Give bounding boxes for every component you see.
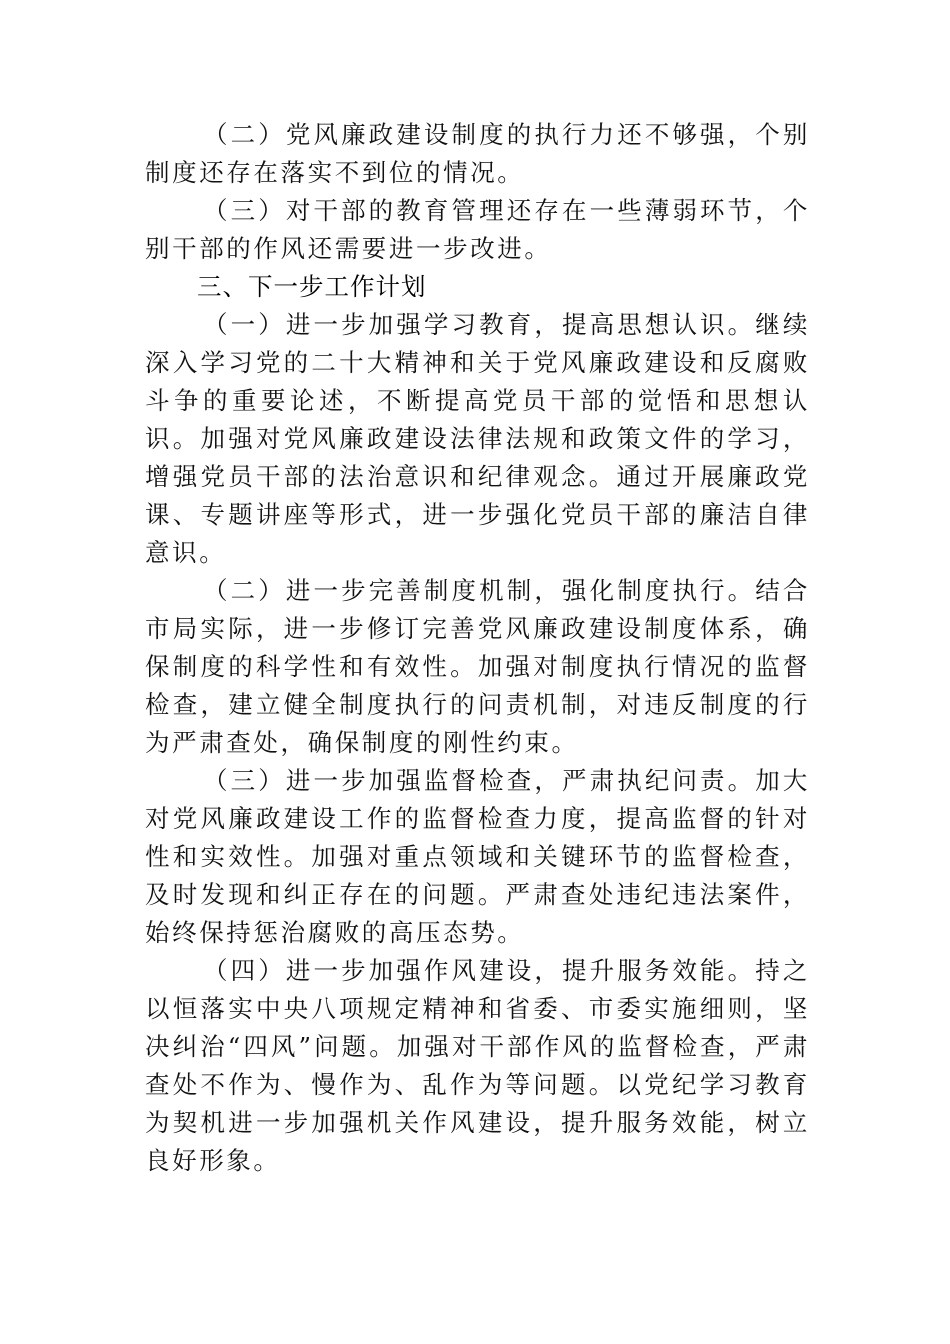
section-heading-next-steps: 三、下一步工作计划 (197, 272, 427, 301)
paragraph-plan-3: （三）进一步加强监督检查，严肃执纪问责。加大对党风廉政建设工作的监督检查力度，提高监督的针对性和实效性。加强对重点领域和关键环节的监督检查，及时发现和纠正存在的问题。严肃查处违纪违法案件，始终保持惩治腐败的高压态势。 (145, 766, 810, 947)
paragraph-issue-2: （二）党风廉政建设制度的执行力还不够强，个别制度还存在落实不到位的情况。 (145, 120, 810, 187)
paragraph-plan-4: （四）进一步加强作风建设，提升服务效能。持之以恒落实中央八项规定精神和省委、市委实施细则，坚决纠治“四风”问题。加强对干部作风的监督检查，严肃查处不作为、慢作为、乱作为等问题。以党纪学习教育为契机进一步加强机关作风建设，提升服务效能，树立良好形象。 (145, 956, 810, 1175)
document-body (145, 116, 810, 1180)
paragraph-plan-2: （二）进一步完善制度机制，强化制度执行。结合市局实际，进一步修订完善党风廉政建设制度体系，确保制度的科学性和有效性。加强对制度执行情况的监督检查，建立健全制度执行的问责机制，对违反制度的行为严肃查处，确保制度的刚性约束。 (145, 576, 810, 757)
paragraph-issue-3: （三）对干部的教育管理还存在一些薄弱环节，个别干部的作风还需要进一步改进。 (145, 196, 810, 263)
paragraph-plan-1: （一）进一步加强学习教育，提高思想认识。继续深入学习党的二十大精神和关于党风廉政建设和反腐败斗争的重要论述，不断提高党员干部的觉悟和思想认识。加强对党风廉政建设法律法规和政策文件的学习，增强党员干部的法治意识和纪律观念。通过开展廉政党课、专题讲座等形式，进一步强化党员干部的廉洁自律意识。 (145, 310, 810, 567)
